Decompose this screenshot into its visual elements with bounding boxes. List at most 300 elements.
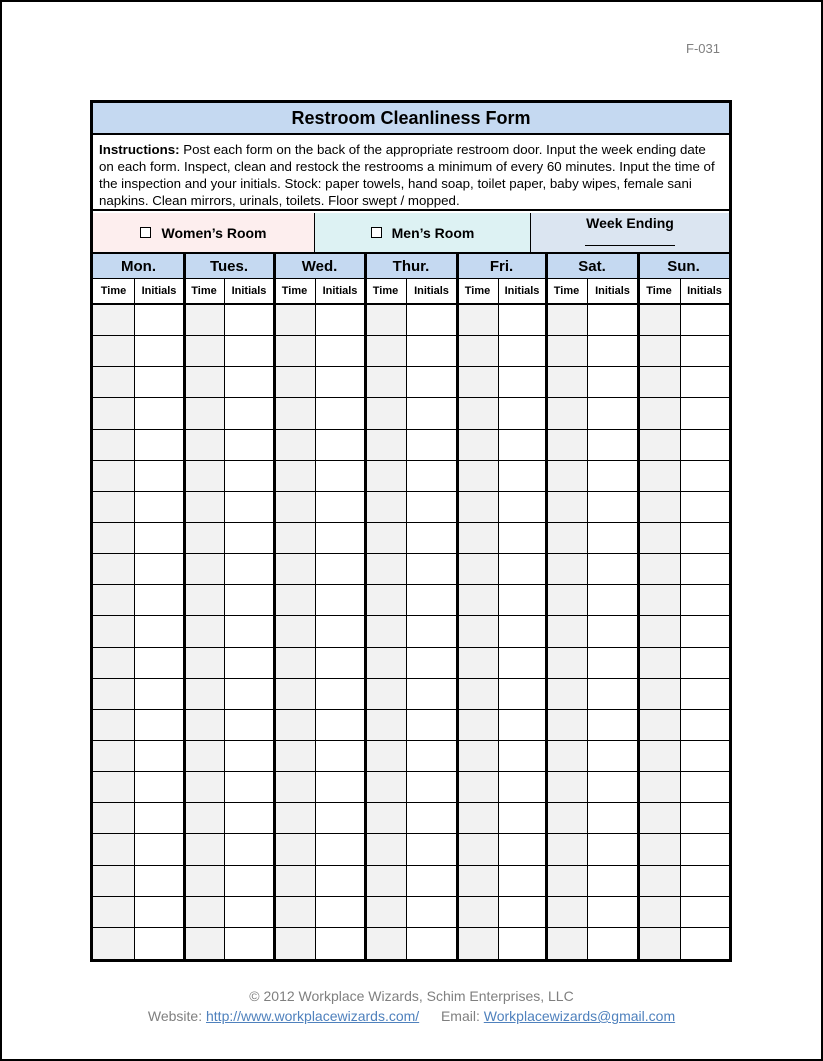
initials-entry-cell[interactable] [134,554,184,585]
time-entry-cell[interactable] [638,741,680,772]
time-entry-cell[interactable] [457,741,498,772]
initials-entry-cell[interactable] [406,523,457,554]
initials-entry-cell[interactable] [315,461,365,492]
initials-entry-cell[interactable] [587,398,638,430]
initials-entry-cell[interactable] [224,336,274,367]
initials-entry-cell[interactable] [315,741,365,772]
time-entry-cell[interactable] [274,741,315,772]
time-entry-cell[interactable] [365,648,406,679]
initials-entry-cell[interactable] [498,398,546,430]
initials-entry-cell[interactable] [315,897,365,928]
initials-entry-cell[interactable] [498,336,546,367]
initials-entry-cell[interactable] [315,772,365,803]
time-entry-cell[interactable] [365,772,406,803]
initials-entry-cell[interactable] [224,679,274,710]
time-entry-cell[interactable] [546,741,587,772]
initials-entry-cell[interactable] [134,679,184,710]
time-entry-cell[interactable] [274,803,315,834]
time-entry-cell[interactable] [638,554,680,585]
email-link[interactable]: Workplacewizards@gmail.com [483,1008,676,1024]
initials-entry-cell[interactable] [498,367,546,398]
initials-entry-cell[interactable] [315,523,365,554]
initials-entry-cell[interactable] [587,834,638,866]
time-entry-cell[interactable] [184,866,224,897]
initials-entry-cell[interactable] [680,461,729,492]
time-entry-cell[interactable] [638,585,680,616]
initials-entry-cell[interactable] [680,430,729,461]
time-entry-cell[interactable] [457,928,498,959]
initials-entry-cell[interactable] [224,928,274,959]
initials-entry-cell[interactable] [315,679,365,710]
time-entry-cell[interactable] [365,803,406,834]
initials-entry-cell[interactable] [224,834,274,866]
time-entry-cell[interactable] [546,928,587,959]
initials-entry-cell[interactable] [315,305,365,336]
initials-entry-cell[interactable] [315,492,365,523]
initials-entry-cell[interactable] [680,523,729,554]
initials-entry-cell[interactable] [224,554,274,585]
initials-entry-cell[interactable] [498,741,546,772]
initials-entry-cell[interactable] [134,866,184,897]
time-entry-cell[interactable] [638,648,680,679]
initials-entry-cell[interactable] [680,834,729,866]
initials-entry-cell[interactable] [315,648,365,679]
time-entry-cell[interactable] [274,492,315,523]
time-entry-cell[interactable] [546,336,587,367]
time-entry-cell[interactable] [365,897,406,928]
time-entry-cell[interactable] [184,336,224,367]
initials-entry-cell[interactable] [406,710,457,741]
initials-entry-cell[interactable] [134,305,184,336]
time-entry-cell[interactable] [546,398,587,430]
initials-entry-cell[interactable] [680,305,729,336]
initials-entry-cell[interactable] [406,305,457,336]
time-entry-cell[interactable] [184,741,224,772]
initials-entry-cell[interactable] [587,679,638,710]
time-entry-cell[interactable] [93,679,134,710]
time-entry-cell[interactable] [93,305,134,336]
initials-entry-cell[interactable] [134,523,184,554]
time-entry-cell[interactable] [184,648,224,679]
time-entry-cell[interactable] [274,648,315,679]
time-entry-cell[interactable] [184,461,224,492]
time-entry-cell[interactable] [365,616,406,648]
time-entry-cell[interactable] [546,461,587,492]
time-entry-cell[interactable] [457,834,498,866]
time-entry-cell[interactable] [93,585,134,616]
initials-entry-cell[interactable] [498,710,546,741]
time-entry-cell[interactable] [457,772,498,803]
time-entry-cell[interactable] [365,866,406,897]
time-entry-cell[interactable] [184,398,224,430]
initials-entry-cell[interactable] [680,803,729,834]
time-entry-cell[interactable] [184,367,224,398]
initials-entry-cell[interactable] [680,367,729,398]
time-entry-cell[interactable] [184,772,224,803]
initials-entry-cell[interactable] [587,430,638,461]
time-entry-cell[interactable] [93,803,134,834]
initials-entry-cell[interactable] [587,616,638,648]
time-entry-cell[interactable] [546,679,587,710]
time-entry-cell[interactable] [184,430,224,461]
initials-entry-cell[interactable] [134,336,184,367]
initials-entry-cell[interactable] [315,866,365,897]
initials-entry-cell[interactable] [224,461,274,492]
initials-entry-cell[interactable] [498,616,546,648]
time-entry-cell[interactable] [93,554,134,585]
initials-entry-cell[interactable] [315,585,365,616]
initials-entry-cell[interactable] [224,710,274,741]
time-entry-cell[interactable] [457,679,498,710]
time-entry-cell[interactable] [365,554,406,585]
initials-entry-cell[interactable] [406,834,457,866]
time-entry-cell[interactable] [457,803,498,834]
time-entry-cell[interactable] [546,648,587,679]
initials-entry-cell[interactable] [587,648,638,679]
mens-room-checkbox[interactable] [371,227,382,238]
initials-entry-cell[interactable] [406,679,457,710]
initials-entry-cell[interactable] [406,554,457,585]
time-entry-cell[interactable] [638,928,680,959]
time-entry-cell[interactable] [274,866,315,897]
time-entry-cell[interactable] [546,554,587,585]
initials-entry-cell[interactable] [224,897,274,928]
initials-entry-cell[interactable] [406,430,457,461]
time-entry-cell[interactable] [365,305,406,336]
initials-entry-cell[interactable] [315,803,365,834]
time-entry-cell[interactable] [365,585,406,616]
initials-entry-cell[interactable] [680,616,729,648]
time-entry-cell[interactable] [184,585,224,616]
initials-entry-cell[interactable] [224,741,274,772]
initials-entry-cell[interactable] [587,367,638,398]
time-entry-cell[interactable] [184,834,224,866]
initials-entry-cell[interactable] [498,803,546,834]
initials-entry-cell[interactable] [406,367,457,398]
time-entry-cell[interactable] [184,803,224,834]
initials-entry-cell[interactable] [406,897,457,928]
time-entry-cell[interactable] [93,616,134,648]
time-entry-cell[interactable] [365,336,406,367]
time-entry-cell[interactable] [274,928,315,959]
initials-entry-cell[interactable] [134,492,184,523]
initials-entry-cell[interactable] [406,336,457,367]
time-entry-cell[interactable] [546,772,587,803]
time-entry-cell[interactable] [638,336,680,367]
time-entry-cell[interactable] [457,648,498,679]
time-entry-cell[interactable] [93,648,134,679]
initials-entry-cell[interactable] [406,928,457,959]
time-entry-cell[interactable] [638,834,680,866]
initials-entry-cell[interactable] [406,772,457,803]
time-entry-cell[interactable] [638,772,680,803]
initials-entry-cell[interactable] [134,834,184,866]
time-entry-cell[interactable] [274,398,315,430]
time-entry-cell[interactable] [638,523,680,554]
initials-entry-cell[interactable] [406,461,457,492]
time-entry-cell[interactable] [274,585,315,616]
time-entry-cell[interactable] [365,741,406,772]
time-entry-cell[interactable] [457,398,498,430]
initials-entry-cell[interactable] [587,897,638,928]
time-entry-cell[interactable] [638,398,680,430]
time-entry-cell[interactable] [546,305,587,336]
initials-entry-cell[interactable] [315,834,365,866]
initials-entry-cell[interactable] [498,866,546,897]
time-entry-cell[interactable] [457,897,498,928]
website-link[interactable]: http://www.workplacewizards.com/ [206,1008,420,1024]
initials-entry-cell[interactable] [406,585,457,616]
initials-entry-cell[interactable] [587,336,638,367]
initials-entry-cell[interactable] [315,616,365,648]
time-entry-cell[interactable] [184,897,224,928]
initials-entry-cell[interactable] [680,554,729,585]
initials-entry-cell[interactable] [680,772,729,803]
initials-entry-cell[interactable] [680,648,729,679]
time-entry-cell[interactable] [638,803,680,834]
time-entry-cell[interactable] [274,305,315,336]
time-entry-cell[interactable] [274,710,315,741]
initials-entry-cell[interactable] [680,679,729,710]
time-entry-cell[interactable] [365,492,406,523]
time-entry-cell[interactable] [93,367,134,398]
womens-room-option[interactable] [93,213,315,252]
initials-entry-cell[interactable] [134,803,184,834]
initials-entry-cell[interactable] [680,741,729,772]
time-entry-cell[interactable] [184,928,224,959]
time-entry-cell[interactable] [365,367,406,398]
initials-entry-cell[interactable] [498,897,546,928]
time-entry-cell[interactable] [274,772,315,803]
time-entry-cell[interactable] [365,710,406,741]
time-entry-cell[interactable] [546,367,587,398]
initials-entry-cell[interactable] [224,772,274,803]
time-entry-cell[interactable] [184,305,224,336]
time-entry-cell[interactable] [457,710,498,741]
initials-entry-cell[interactable] [680,866,729,897]
initials-entry-cell[interactable] [224,523,274,554]
initials-entry-cell[interactable] [315,928,365,959]
time-entry-cell[interactable] [93,928,134,959]
initials-entry-cell[interactable] [134,616,184,648]
time-entry-cell[interactable] [365,834,406,866]
week-ending-field[interactable] [585,245,675,246]
initials-entry-cell[interactable] [134,741,184,772]
time-entry-cell[interactable] [638,305,680,336]
time-entry-cell[interactable] [638,492,680,523]
time-entry-cell[interactable] [93,336,134,367]
time-entry-cell[interactable] [638,679,680,710]
time-entry-cell[interactable] [93,897,134,928]
time-entry-cell[interactable] [93,430,134,461]
time-entry-cell[interactable] [546,834,587,866]
initials-entry-cell[interactable] [587,772,638,803]
time-entry-cell[interactable] [184,554,224,585]
initials-entry-cell[interactable] [224,866,274,897]
initials-entry-cell[interactable] [406,648,457,679]
initials-entry-cell[interactable] [498,585,546,616]
initials-entry-cell[interactable] [406,741,457,772]
initials-entry-cell[interactable] [224,305,274,336]
initials-entry-cell[interactable] [680,897,729,928]
time-entry-cell[interactable] [546,585,587,616]
initials-entry-cell[interactable] [224,648,274,679]
initials-entry-cell[interactable] [498,492,546,523]
time-entry-cell[interactable] [184,710,224,741]
mens-room-option[interactable] [315,213,531,252]
initials-entry-cell[interactable] [587,554,638,585]
time-entry-cell[interactable] [365,679,406,710]
initials-entry-cell[interactable] [498,554,546,585]
time-entry-cell[interactable] [457,492,498,523]
initials-entry-cell[interactable] [134,648,184,679]
initials-entry-cell[interactable] [498,772,546,803]
initials-entry-cell[interactable] [134,430,184,461]
time-entry-cell[interactable] [365,523,406,554]
time-entry-cell[interactable] [546,866,587,897]
initials-entry-cell[interactable] [406,398,457,430]
time-entry-cell[interactable] [457,866,498,897]
initials-entry-cell[interactable] [498,305,546,336]
time-entry-cell[interactable] [93,523,134,554]
initials-entry-cell[interactable] [587,928,638,959]
initials-entry-cell[interactable] [680,928,729,959]
time-entry-cell[interactable] [274,616,315,648]
time-entry-cell[interactable] [638,430,680,461]
time-entry-cell[interactable] [457,616,498,648]
initials-entry-cell[interactable] [498,834,546,866]
time-entry-cell[interactable] [546,492,587,523]
initials-entry-cell[interactable] [587,585,638,616]
time-entry-cell[interactable] [457,523,498,554]
time-entry-cell[interactable] [546,710,587,741]
time-entry-cell[interactable] [638,897,680,928]
initials-entry-cell[interactable] [224,367,274,398]
initials-entry-cell[interactable] [680,398,729,430]
initials-entry-cell[interactable] [134,461,184,492]
time-entry-cell[interactable] [638,710,680,741]
time-entry-cell[interactable] [184,492,224,523]
time-entry-cell[interactable] [93,772,134,803]
time-entry-cell[interactable] [93,866,134,897]
time-entry-cell[interactable] [457,305,498,336]
initials-entry-cell[interactable] [315,398,365,430]
initials-entry-cell[interactable] [680,336,729,367]
time-entry-cell[interactable] [274,679,315,710]
initials-entry-cell[interactable] [134,398,184,430]
initials-entry-cell[interactable] [134,710,184,741]
time-entry-cell[interactable] [93,461,134,492]
initials-entry-cell[interactable] [406,803,457,834]
initials-entry-cell[interactable] [315,336,365,367]
initials-entry-cell[interactable] [224,398,274,430]
time-entry-cell[interactable] [638,616,680,648]
initials-entry-cell[interactable] [224,430,274,461]
time-entry-cell[interactable] [274,834,315,866]
time-entry-cell[interactable] [93,834,134,866]
initials-entry-cell[interactable] [587,523,638,554]
time-entry-cell[interactable] [638,461,680,492]
time-entry-cell[interactable] [457,336,498,367]
time-entry-cell[interactable] [457,585,498,616]
initials-entry-cell[interactable] [315,430,365,461]
initials-entry-cell[interactable] [680,710,729,741]
time-entry-cell[interactable] [93,492,134,523]
initials-entry-cell[interactable] [134,897,184,928]
time-entry-cell[interactable] [274,554,315,585]
time-entry-cell[interactable] [457,554,498,585]
initials-entry-cell[interactable] [680,492,729,523]
initials-entry-cell[interactable] [224,585,274,616]
time-entry-cell[interactable] [457,430,498,461]
initials-entry-cell[interactable] [587,803,638,834]
initials-entry-cell[interactable] [587,305,638,336]
time-entry-cell[interactable] [274,523,315,554]
initials-entry-cell[interactable] [587,461,638,492]
time-entry-cell[interactable] [546,897,587,928]
time-entry-cell[interactable] [638,367,680,398]
initials-entry-cell[interactable] [406,616,457,648]
initials-entry-cell[interactable] [587,710,638,741]
initials-entry-cell[interactable] [315,367,365,398]
initials-entry-cell[interactable] [587,866,638,897]
initials-entry-cell[interactable] [134,928,184,959]
initials-entry-cell[interactable] [224,803,274,834]
time-entry-cell[interactable] [184,523,224,554]
time-entry-cell[interactable] [457,367,498,398]
initials-entry-cell[interactable] [406,866,457,897]
initials-entry-cell[interactable] [680,585,729,616]
time-entry-cell[interactable] [93,741,134,772]
initials-entry-cell[interactable] [134,585,184,616]
time-entry-cell[interactable] [274,897,315,928]
initials-entry-cell[interactable] [498,648,546,679]
initials-entry-cell[interactable] [587,741,638,772]
initials-entry-cell[interactable] [498,430,546,461]
time-entry-cell[interactable] [184,616,224,648]
initials-entry-cell[interactable] [134,367,184,398]
time-entry-cell[interactable] [93,398,134,430]
time-entry-cell[interactable] [274,367,315,398]
initials-entry-cell[interactable] [498,679,546,710]
time-entry-cell[interactable] [546,616,587,648]
initials-entry-cell[interactable] [224,616,274,648]
time-entry-cell[interactable] [365,928,406,959]
time-entry-cell[interactable] [457,461,498,492]
initials-entry-cell[interactable] [406,492,457,523]
time-entry-cell[interactable] [274,461,315,492]
time-entry-cell[interactable] [546,803,587,834]
time-entry-cell[interactable] [365,430,406,461]
initials-entry-cell[interactable] [315,710,365,741]
time-entry-cell[interactable] [638,866,680,897]
initials-entry-cell[interactable] [498,928,546,959]
initials-entry-cell[interactable] [134,772,184,803]
time-entry-cell[interactable] [365,461,406,492]
initials-entry-cell[interactable] [498,461,546,492]
initials-entry-cell[interactable] [224,492,274,523]
time-entry-cell[interactable] [546,430,587,461]
time-entry-cell[interactable] [365,398,406,430]
time-entry-cell[interactable] [546,523,587,554]
initials-entry-cell[interactable] [587,492,638,523]
time-entry-cell[interactable] [274,430,315,461]
time-entry-cell[interactable] [184,679,224,710]
womens-room-checkbox[interactable] [140,227,151,238]
initials-entry-cell[interactable] [315,554,365,585]
initials-entry-cell[interactable] [498,523,546,554]
time-entry-cell[interactable] [93,710,134,741]
